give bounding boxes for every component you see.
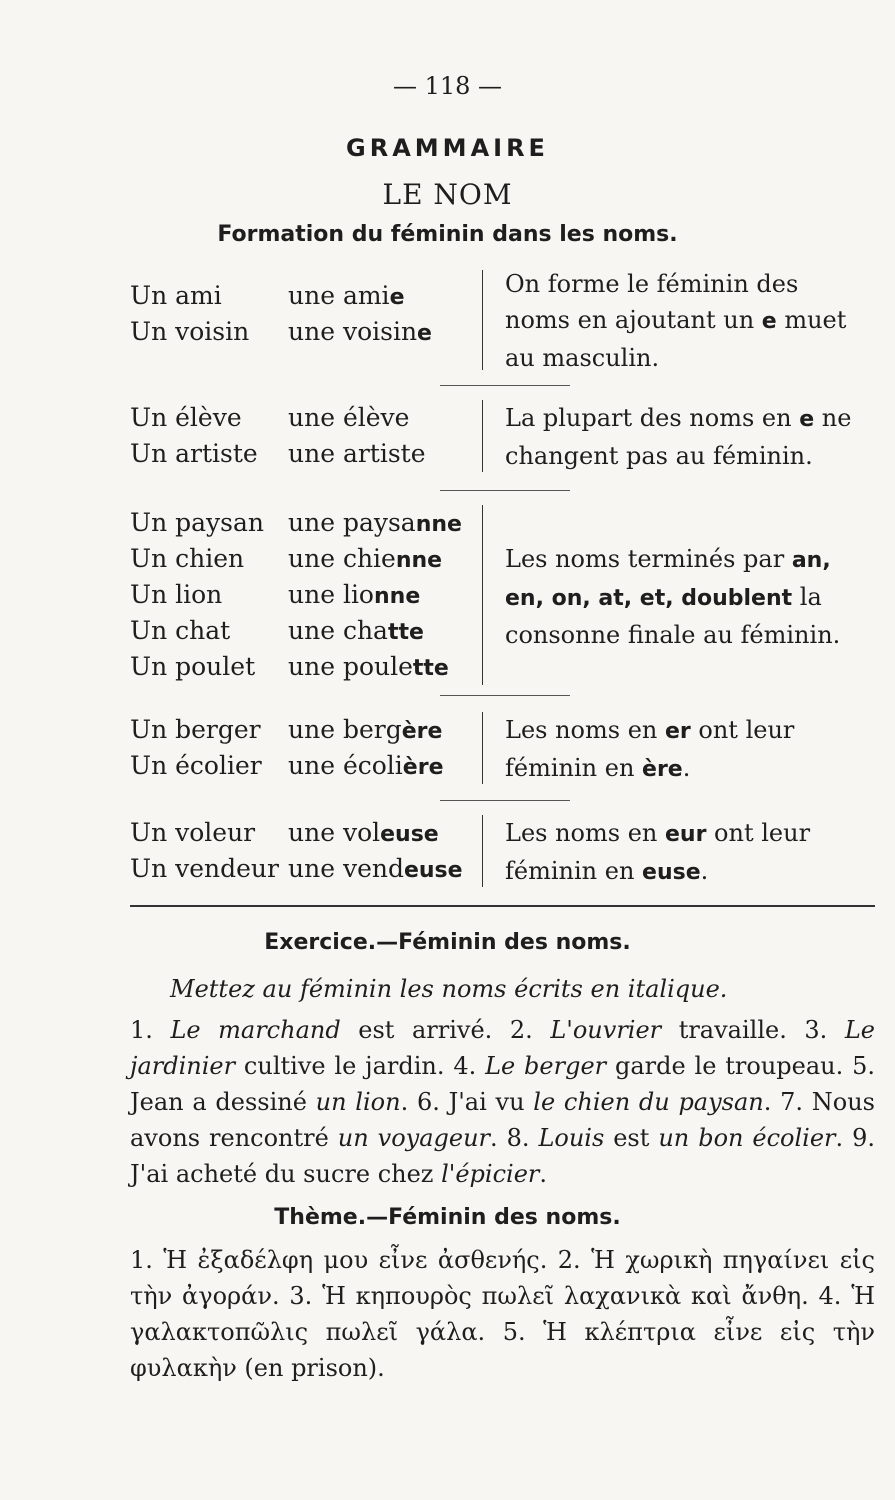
section-divider <box>130 905 875 907</box>
section-heading: GRAMMAIRE <box>346 134 549 162</box>
rule-text: Les noms terminés par an, en, on, at, et, doublent la consonne finale au féminin. <box>505 545 841 649</box>
rule-text: Les noms en er ont leur féminin en ère. <box>505 716 795 782</box>
separator-line <box>440 490 570 491</box>
separator-line <box>440 695 570 696</box>
separator-line <box>440 800 570 801</box>
exercise-title: Exercice.—Féminin des noms. <box>264 930 631 955</box>
chapter-title: LE NOM <box>382 178 513 211</box>
column-divider <box>482 270 483 370</box>
theme-text: 1. Ἡ ἐξαδέλφη μου εἶνε ἀσθενής. 2. Ἡ χωρικὴ πηγαίνει εἰς τὴν ἀγοράν. 3. Ἡ κηπουρὸς πωλεῖ λαχανικὰ καὶ ἄνθη. 4. Ἡ γαλακτοπῶλις πωλεῖ γάλα. 5. Ἡ κλέπτρια εἶνε εἰς τὴν φυλακὴν (en prison). <box>130 1246 875 1382</box>
rule-text: Les noms en eur ont leur féminin en euse. <box>505 819 811 885</box>
column-divider <box>482 400 483 472</box>
rule-text: La plupart des noms en e ne changent pas au féminin. <box>505 404 852 470</box>
page-number: — 118 — <box>392 72 503 100</box>
exercise-instruction: Mettez au féminin les noms écrits en italique. <box>170 975 728 1003</box>
rule-text: On forme le féminin des noms en ajoutant un e muet au masculin. <box>505 270 847 372</box>
column-divider <box>482 505 483 685</box>
separator-line <box>440 385 570 386</box>
theme-title: Thème.—Féminin des noms. <box>274 1205 621 1230</box>
column-divider <box>482 815 483 887</box>
exercise-text: 1. Le marchand est arrivé. 2. L'ouvrier travaille. 3. Le jardinier cultive le jardin. 4. Le berger garde le troupeau. 5. Jean a dessiné un lion. 6. J'ai vu le chien du paysan. 7. Nous avons rencontré un voyageur. 8. Louis est un bon écolier. 9. J'ai acheté du sucre chez l'épicier. <box>130 1016 876 1188</box>
lesson-title: Formation du féminin dans les noms. <box>217 222 678 247</box>
column-divider <box>482 712 483 784</box>
